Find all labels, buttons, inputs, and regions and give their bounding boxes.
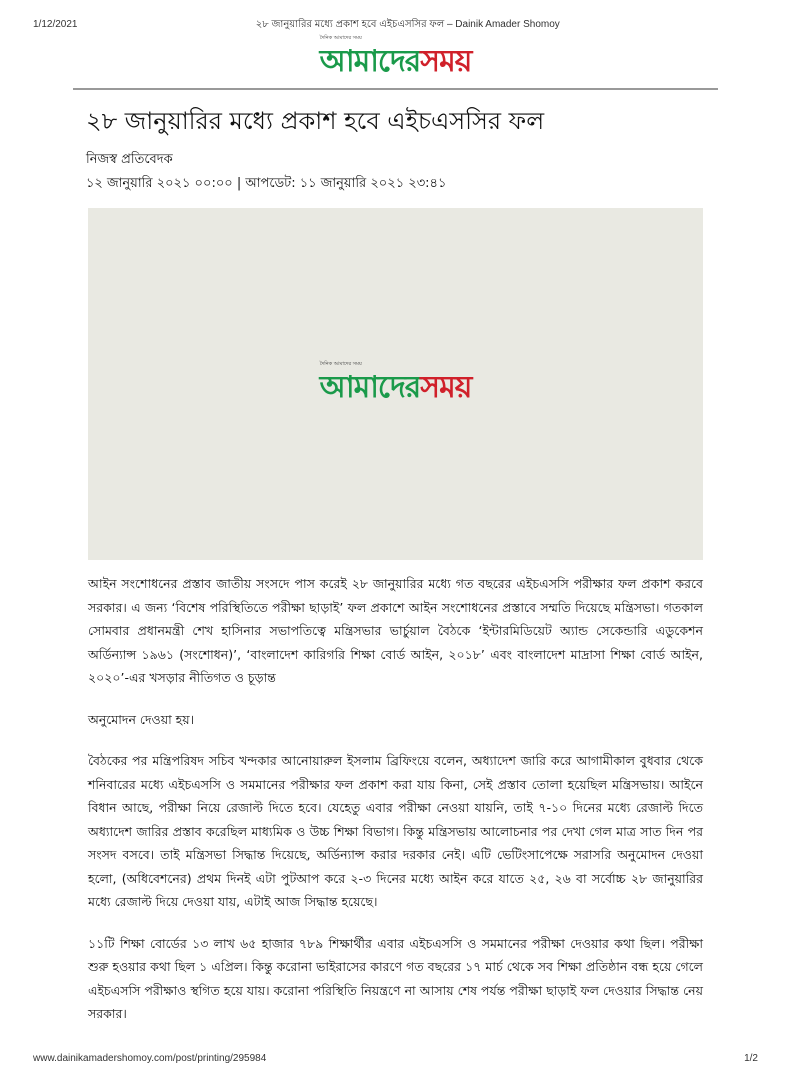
placeholder-logo-red: সময় [420,369,472,405]
article-image-placeholder [88,208,703,560]
article-dates: ১২ জানুয়ারি ২০২১ ০০:০০ | আপডেট: ১১ জানুয়ারি ২০২১ ২৩:৪১ [86,176,447,191]
article-body [88,572,703,1026]
logo-part-green: আমাদের [319,44,421,79]
header-divider [73,88,718,90]
logo-tagline: দৈনিক আমাদের সময় [319,35,362,41]
article-byline: নিজস্ব প্রতিবেদক [86,152,173,167]
placeholder-logo [320,361,472,408]
print-header [0,0,791,31]
logo-part-red: সময় [420,44,472,79]
print-page-number: 1/2 [744,1052,758,1064]
print-footer [0,1044,791,1085]
article-paragraph: অনুমোদন দেওয়া হয়। [88,711,195,727]
article-title: ২৮ জানুয়ারির মধ্যে প্রকাশ হবে এইচএসসির ফল [86,107,545,135]
print-footer-url: www.dainikamadershomoy.com/post/printing/295984 [33,1052,267,1064]
site-logo[interactable] [320,35,472,82]
placeholder-logo-tagline: দৈনিক আমাদের সময় [319,360,362,367]
article-paragraph: ১১টি শিক্ষা বোর্ডের ১৩ লাখ ৬৫ হাজার ৭৮৯ শিক্ষার্থীর এবার এইচএসসি ও সমমানের পরীক্ষা দেওয়ার কথা ছিল। পরীক্ষা শুরু হওয়ার কথা ছিল ১ এপ্রিল। কিন্তু করোনা ভাইরাসের কারণে গত বছরের ১৭ মার্চ থেকে সব শিক্ষা প্রতিষ্ঠান বন্ধ হয়ে গেলে এইচএসসি পরীক্ষাও স্থগিত হয়ে যায়। করোনা পরিস্থিতি নিয়ন্ত্রণে না আসায় শেষ পর্যন্ত পরীক্ষা ছাড়াই ফল দেওয়ার সিদ্ধান্ত নেয় সরকার। [88,935,703,1021]
print-page-title: ২৮ জানুয়ারির মধ্যে প্রকাশ হবে এইচএসসির ফল – Dainik Amader Shomoy [255,19,560,30]
placeholder-logo-green: আমাদের [319,369,421,405]
article-paragraph: আইন সংশোধনের প্রস্তাব জাতীয় সংসদে পাস করেই ২৮ জানুয়ারির মধ্যে গত বছরের এইচএসসি পরীক্ষার ফল প্রকাশ করবে সরকার। এ জন্য ‘বিশেষ পরিস্থিতিতে পরীক্ষা ছাড়াই’ ফল প্রকাশে আইন সংশোধনের প্রস্তাবে সম্মতি দিয়েছে মন্ত্রিসভা। গতকাল সোমবার প্রধানমন্ত্রী শেখ হাসিনার সভাপতিত্বে মন্ত্রিসভার ভার্চুয়াল বৈঠকে ‘ইন্টারমিডিয়েট অ্যান্ড সেকেন্ডারি এডুকেশন অর্ডিন্যান্স ১৯৬১ (সংশোধন)’, ‘বাংলাদেশ কারিগরি শিক্ষা বোর্ড আইন, ২০১৮’ এবং বাংলাদেশ মাদ্রাসা শিক্ষা বোর্ড আইন, ২০২০’-এর খসড়ার নীতিগত ও চূড়ান্ত [88,576,703,685]
print-date: 1/12/2021 [33,19,78,30]
article-paragraph: বৈঠকের পর মন্ত্রিপরিষদ সচিব খন্দকার আনোয়ারুল ইসলাম ব্রিফিংয়ে বলেন, অধ্যাদেশ জারি করে আগামীকাল বুধবার থেকে শনিবারের মধ্যে এইচএসসি ও সমমানের পরীক্ষার ফল প্রকাশ করা যায় কিনা, সেই প্রস্তাব তোলা হয়েছিল মন্ত্রিসভায়। আইনে বিধান আছে, পরীক্ষা নিয়ে রেজাল্ট দিতে হবে। যেহেতু এবার পরীক্ষা নেওয়া যায়নি, তাই ৭-১০ দিনের মধ্যে রেজাল্ট দিতে অধ্যাদেশ জারির প্রস্তাব করেছিল মাধ্যমিক ও উচ্চ শিক্ষা বিভাগ। কিন্তু মন্ত্রিসভায় আলোচনার পর দেখা গেল মাত্র সাত দিন পর সংসদ বসবে। তাই মন্ত্রিসভা সিদ্ধান্ত দিয়েছে, অর্ডিন্যান্স করার দরকার নেই। এটি ভেটিংসাপেক্ষে সরাসরি অনুমোদন দেওয়া হলো, (অধিবেশনের) প্রথম দিনই এটা পুটআপ করে ২-৩ দিনের মধ্যে আইন করে যাতে ২৫, ২৬ বা সর্বোচ্চ ২৮ জানুয়ারির মধ্যে রেজাল্ট দিয়ে দেওয়া যায়, এটাই আজ সিদ্ধান্ত হয়েছে। [88,753,703,909]
